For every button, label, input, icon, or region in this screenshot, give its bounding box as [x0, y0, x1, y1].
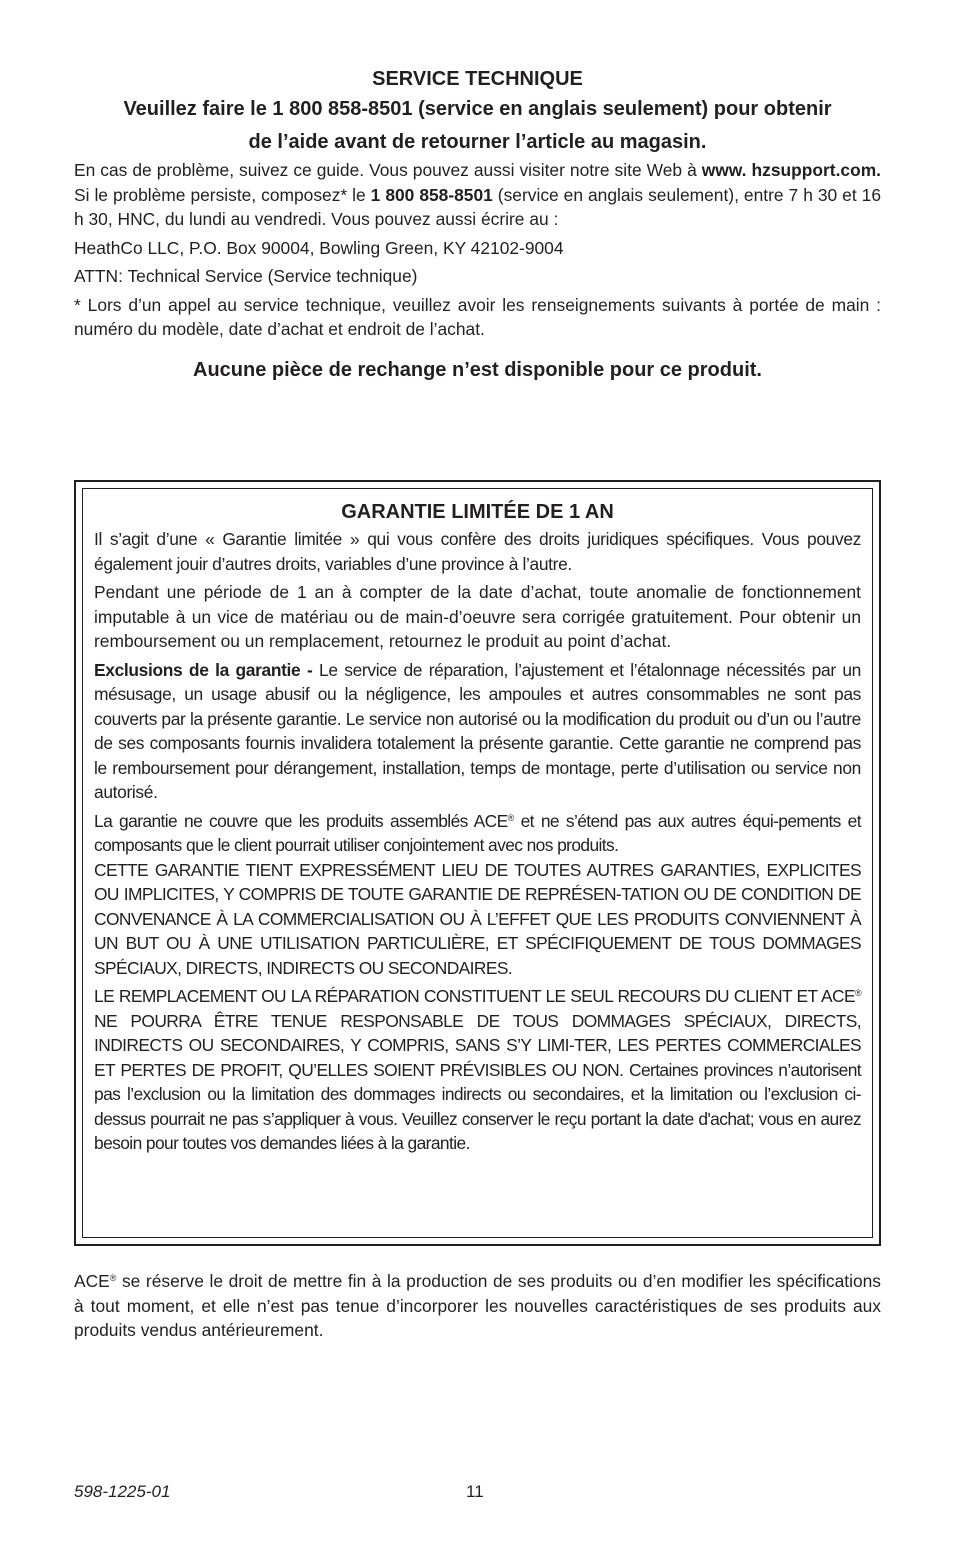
warranty-box	[74, 480, 881, 1246]
service-call-line: Veuillez faire le 1 800 858-8501 (service en anglais seulement) pour obtenir	[123, 98, 832, 120]
service-footnote: * Lors d’un appel au service technique, veuillez avoir les renseignements suivants à portée de main : numéro du modèle, date d’achat et endroit de l’achat.	[74, 294, 881, 339]
warranty-remedy	[94, 984, 861, 1156]
warranty-disclaimer: CETTE GARANTIE TIENT EXPRESSÉMENT LIEU DE TOUTES AUTRES GARANTIES, EXPLICITES OU IMPLICITES, Y COMPRIS DE TOUTE GARANTIE DE REPRÉSEN-TATION OU DE CONDITION DE CONVENANCE À LA COMMERCIALISATION OU À L’EFFET QUE LES PRODUITS CONVIENNENT À UN BUT OU À UNE UTILISATION PARTICULIÈRE, ET SPÉCIFIQUEMENT DE TOUS DOMMAGES SPÉCIAUX, DIRECTS, INDIRECTS OU SECONDAIRES.	[94, 859, 861, 978]
coverage-text-a: La garantie ne couvre que les produits assemblés ACE	[94, 810, 508, 831]
service-intro	[74, 158, 881, 232]
mailing-address: HeathCo LLC, P.O. Box 90004, Bowling Green, KY 42102-9004	[74, 237, 564, 258]
brand-name: ACE	[74, 1271, 110, 1291]
intro-text-b: Si le problème persiste, composez* le	[74, 184, 371, 205]
warranty-box-inner	[82, 488, 873, 1238]
coverage-text-b: et ne s’étend pas aux autres équi-pements et composants que le client pourrait utiliser conjointement avec nos produits.	[94, 810, 861, 855]
reserve-notice	[74, 1269, 881, 1343]
service-help-line: de l’aide avant de retourner l’article au magasin.	[248, 131, 707, 153]
warranty-heading: GARANTIE LIMITÉE DE 1 AN	[341, 501, 614, 523]
remedy-text-a: LE REMPLACEMENT OU LA RÉPARATION CONSTITUENT LE SEUL RECOURS DU CLIENT ET ACE	[94, 986, 855, 1006]
page-number: 11	[466, 1482, 484, 1501]
service-section	[74, 66, 881, 383]
exclusions-label: Exclusions de la garantie -	[94, 659, 313, 680]
exclusions-text: Le service de réparation, l’ajustement et l’étalonnage nécessités par un mésusage, un usage abusif ou la négligence, les ampoules et autres consommables ne sont pas couverts par la présente garantie. Le service non autorisé ou la modification du produit ou d’un ou l’autre de ses composants fournis invalidera totalement la présente garantie. Cette garantie ne comprend pas le remboursement pour dérangement, installation, temps de montage, perte d’utilisation ou service non autorisé.	[94, 659, 861, 802]
warranty-paragraph-1: Il s’agit d’une « Garantie limitée » qui vous confère des droits juridiques spécifiques. Vous pouvez également jouir d’autres droits, variables d’une province à l’autre.	[94, 529, 861, 574]
warranty-paragraph-4	[94, 809, 861, 858]
support-website-link[interactable]: www. hzsupport.com.	[701, 160, 881, 180]
registered-mark: ®	[109, 1273, 117, 1283]
support-phone-number: 1 800 858-8501	[370, 184, 493, 205]
warranty-exclusions	[94, 658, 861, 805]
attention-line: ATTN: Technical Service (Service technique)	[74, 266, 418, 286]
service-heading: SERVICE TECHNIQUE	[372, 68, 583, 90]
registered-mark: ®	[507, 812, 514, 823]
intro-text-a: En cas de problème, suivez ce guide. Vous pouvez aussi visiter notre site Web à	[74, 160, 702, 180]
intro-text-c: (service en anglais seulement), entre 7 h 30 et 16 h 30, HNC, du lundi au vendredi. Vous pouvez aussi écrire au :	[74, 184, 881, 229]
remedy-text-b: NE POURRA ÊTRE TENUE RESPONSABLE DE TOUS DOMMAGES SPÉCIAUX, DIRECTS, INDIRECTS OU SECONDAIRES, Y COMPRIS, SANS S’Y LIMI-TER, LES PERTES COMMERCIALES ET PERTES DE PROFIT, QU’ELLES SOIENT PRÉVISIBLES OU NON. Certaines provinces n’autorisent pas l’exclusion ou la limitation des dommages indirects ou secondaires, et la limitation ou l’exclusion ci-dessus pourrait ne pas s’appliquer à vous. Veuillez conserver le reçu portant la date d'achat; vous en aurez besoin pour toutes vos demandes liées à la garantie.	[94, 1010, 861, 1153]
document-number: 598-1225-01	[74, 1482, 171, 1501]
warranty-paragraph-2: Pendant une période de 1 an à compter de la date d’achat, toute anomalie de fonctionnement imputable à un vice de matériau ou de main-d’oeuvre sera corrigée gratuitement. Pour obtenir un remboursement ou un remplacement, retournez le produit au point d’achat.	[94, 582, 861, 651]
no-parts-notice: Aucune pièce de rechange n’est disponible pour ce produit.	[193, 358, 762, 381]
registered-mark: ®	[854, 988, 861, 998]
reserve-text: se réserve le droit de mettre fin à la production de ses produits ou d’en modifier les spécifications à tout moment, et elle n’est pas tenue d’incorporer les nouvelles caractéristiques de ses produits aux produits vendus antérieurement.	[74, 1271, 881, 1340]
